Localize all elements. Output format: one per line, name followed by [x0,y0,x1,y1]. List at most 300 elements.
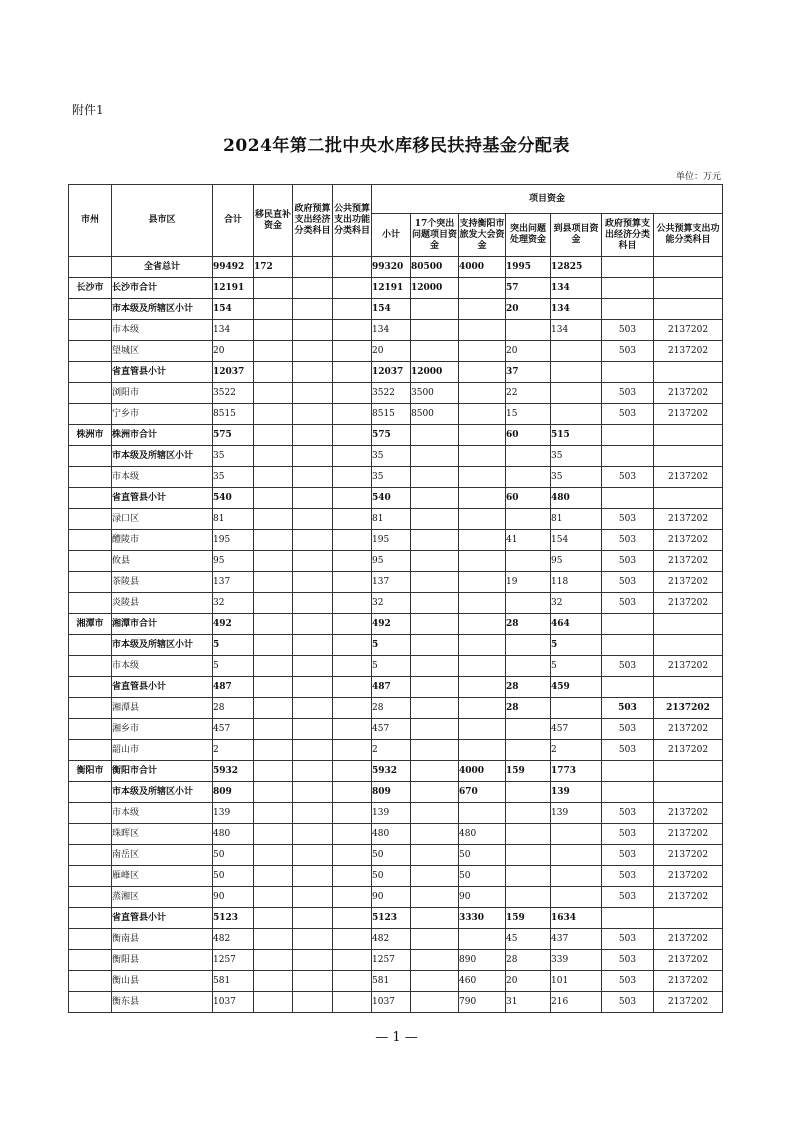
project-issue-cell [506,320,551,341]
project-county-cell [551,362,602,383]
project-subtotal-cell: 95 [372,551,411,572]
table-row [69,761,723,782]
table-row [69,971,723,992]
econ-cell [293,929,333,950]
project-issue-cell [506,866,551,887]
county-cell: 长沙市合计 [112,278,213,299]
project-econ-cell: 503 [602,320,654,341]
func-cell [333,782,372,803]
project-issue-cell: 28 [506,677,551,698]
county-cell: 炎陵县 [112,593,213,614]
table-row [69,341,723,362]
table-row [69,488,723,509]
project-county-cell: 81 [551,509,602,530]
project-17-cell [411,530,459,551]
project-subtotal-cell: 2 [372,740,411,761]
func-cell [333,887,372,908]
project-hengyang-cell: 4000 [459,257,506,278]
total-cell: 1037 [213,992,254,1013]
project-17-cell [411,425,459,446]
project-func-cell: 2137202 [654,929,723,950]
project-hengyang-cell [459,740,506,761]
project-hengyang-cell: 480 [459,824,506,845]
project-17-cell [411,992,459,1013]
econ-cell [293,404,333,425]
county-cell: 衡东县 [112,992,213,1013]
project-econ-cell: 503 [602,992,654,1013]
func-cell [333,446,372,467]
project-17-cell: 12000 [411,278,459,299]
project-county-cell [551,887,602,908]
header-p-econ: 政府预算支出经济分类科目 [602,214,654,257]
project-subtotal-cell: 195 [372,530,411,551]
project-func-cell [654,362,723,383]
unit-label: 单位：万元 [675,172,721,182]
project-func-cell: 2137202 [654,803,723,824]
total-cell: 28 [213,698,254,719]
table-row [69,383,723,404]
subsidy-cell [254,467,293,488]
project-subtotal-cell: 20 [372,341,411,362]
project-func-cell: 2137202 [654,845,723,866]
project-17-cell [411,341,459,362]
project-func-cell: 2137202 [654,551,723,572]
func-cell [333,992,372,1013]
econ-cell [293,425,333,446]
project-econ-cell: 503 [602,551,654,572]
total-cell: 575 [213,425,254,446]
county-cell: 湘潭县 [112,698,213,719]
project-subtotal-cell: 3522 [372,383,411,404]
project-subtotal-cell: 12191 [372,278,411,299]
project-county-cell: 95 [551,551,602,572]
project-func-cell [654,278,723,299]
func-cell [333,950,372,971]
city-cell [69,887,112,908]
project-17-cell [411,845,459,866]
header-p-county: 到县项目资金 [551,214,602,257]
table-row [69,866,723,887]
func-cell [333,866,372,887]
project-hengyang-cell [459,698,506,719]
county-cell: 衡阳县 [112,950,213,971]
econ-cell [293,467,333,488]
project-17-cell [411,446,459,467]
func-cell [333,341,372,362]
county-cell: 市本级 [112,467,213,488]
project-econ-cell [602,257,654,278]
city-cell [69,824,112,845]
county-cell: 茶陵县 [112,572,213,593]
project-county-cell: 134 [551,278,602,299]
table-row [69,299,723,320]
project-issue-cell: 60 [506,425,551,446]
project-issue-cell: 15 [506,404,551,425]
table-row [69,320,723,341]
project-subtotal-cell: 1037 [372,992,411,1013]
project-issue-cell [506,551,551,572]
project-issue-cell [506,467,551,488]
project-issue-cell [506,887,551,908]
project-hengyang-cell: 460 [459,971,506,992]
func-cell [333,929,372,950]
table-row [69,425,723,446]
header-subsidy: 移民直补资金 [254,185,293,257]
project-econ-cell: 503 [602,824,654,845]
project-county-cell: 1634 [551,908,602,929]
county-cell: 韶山市 [112,740,213,761]
header-total: 合计 [213,185,254,257]
total-cell: 2 [213,740,254,761]
project-econ-cell [602,425,654,446]
project-econ-cell: 503 [602,383,654,404]
project-17-cell [411,908,459,929]
econ-cell [293,908,333,929]
subsidy-cell [254,740,293,761]
econ-cell [293,614,333,635]
county-cell: 市本级 [112,803,213,824]
project-issue-cell: 20 [506,971,551,992]
project-hengyang-cell [459,614,506,635]
project-subtotal-cell: 1257 [372,950,411,971]
project-county-cell [551,383,602,404]
project-hengyang-cell [459,551,506,572]
econ-cell [293,782,333,803]
table-row [69,929,723,950]
city-cell [69,698,112,719]
project-17-cell [411,488,459,509]
subsidy-cell [254,992,293,1013]
func-cell [333,845,372,866]
project-issue-cell [506,446,551,467]
project-econ-cell: 503 [602,887,654,908]
project-county-cell: 515 [551,425,602,446]
project-hengyang-cell [459,320,506,341]
econ-cell [293,740,333,761]
project-county-cell: 134 [551,320,602,341]
county-cell: 株洲市合计 [112,425,213,446]
econ-cell [293,383,333,404]
table-row [69,992,723,1013]
project-17-cell [411,320,459,341]
project-econ-cell [602,614,654,635]
project-subtotal-cell: 154 [372,299,411,320]
header-project: 项目资金 [372,185,723,214]
project-func-cell: 2137202 [654,698,723,719]
project-func-cell: 2137202 [654,950,723,971]
total-cell: 487 [213,677,254,698]
project-hengyang-cell [459,488,506,509]
project-econ-cell: 503 [602,341,654,362]
project-county-cell: 5 [551,635,602,656]
city-cell [69,467,112,488]
project-issue-cell: 31 [506,992,551,1013]
subsidy-cell [254,488,293,509]
project-issue-cell: 60 [506,488,551,509]
project-econ-cell [602,488,654,509]
city-cell [69,929,112,950]
project-subtotal-cell: 35 [372,446,411,467]
project-subtotal-cell: 134 [372,320,411,341]
project-hengyang-cell [459,383,506,404]
project-hengyang-cell [459,803,506,824]
city-cell [69,341,112,362]
total-cell: 35 [213,467,254,488]
project-subtotal-cell: 809 [372,782,411,803]
econ-cell [293,656,333,677]
table-row [69,593,723,614]
allocation-table [68,184,723,1013]
total-cell: 1257 [213,950,254,971]
econ-cell [293,257,333,278]
project-county-cell: 459 [551,677,602,698]
func-cell [333,551,372,572]
econ-cell [293,992,333,1013]
project-17-cell: 12000 [411,362,459,383]
project-econ-cell: 503 [602,866,654,887]
project-hengyang-cell [459,299,506,320]
project-func-cell: 2137202 [654,971,723,992]
project-county-cell: 35 [551,446,602,467]
project-hengyang-cell [459,677,506,698]
project-issue-cell: 37 [506,362,551,383]
table-row [69,509,723,530]
subsidy-cell [254,593,293,614]
project-17-cell [411,824,459,845]
project-func-cell: 2137202 [654,719,723,740]
econ-cell [293,551,333,572]
total-cell: 492 [213,614,254,635]
header-city: 市州 [69,185,112,257]
project-subtotal-cell: 8515 [372,404,411,425]
header-p-hengyang: 支持衡阳市旅发大会资金 [459,214,506,257]
project-hengyang-cell: 890 [459,950,506,971]
func-cell [333,761,372,782]
project-func-cell [654,908,723,929]
subsidy-cell [254,656,293,677]
table-row [69,635,723,656]
project-hengyang-cell: 790 [459,992,506,1013]
project-hengyang-cell: 4000 [459,761,506,782]
table-row [69,719,723,740]
project-issue-cell [506,803,551,824]
table-row [69,908,723,929]
total-cell: 12191 [213,278,254,299]
project-subtotal-cell: 5123 [372,908,411,929]
project-subtotal-cell: 5 [372,656,411,677]
project-county-cell: 216 [551,992,602,1013]
project-county-cell [551,341,602,362]
project-hengyang-cell [459,446,506,467]
table-row [69,278,723,299]
city-cell [69,656,112,677]
subsidy-cell [254,551,293,572]
project-issue-cell: 1995 [506,257,551,278]
subsidy-cell [254,677,293,698]
project-econ-cell: 503 [602,656,654,677]
total-cell: 482 [213,929,254,950]
total-cell: 95 [213,551,254,572]
total-cell: 139 [213,803,254,824]
total-cell: 134 [213,320,254,341]
project-func-cell [654,635,723,656]
city-cell [69,299,112,320]
project-func-cell: 2137202 [654,824,723,845]
total-cell: 20 [213,341,254,362]
subsidy-cell [254,971,293,992]
func-cell [333,362,372,383]
project-county-cell: 32 [551,593,602,614]
econ-cell [293,845,333,866]
project-subtotal-cell: 581 [372,971,411,992]
project-func-cell [654,614,723,635]
project-17-cell [411,698,459,719]
county-cell: 南岳区 [112,845,213,866]
project-econ-cell: 503 [602,719,654,740]
econ-cell [293,320,333,341]
county-cell: 市本级及所辖区小计 [112,782,213,803]
table-row [69,950,723,971]
project-issue-cell [506,656,551,677]
header-p-17: 17个突出问题项目资金 [411,214,459,257]
project-func-cell: 2137202 [654,341,723,362]
table-row [69,887,723,908]
city-cell [69,362,112,383]
project-county-cell: 480 [551,488,602,509]
table-row [69,614,723,635]
total-cell: 35 [213,446,254,467]
project-econ-cell: 503 [602,467,654,488]
project-econ-cell: 503 [602,929,654,950]
project-issue-cell: 22 [506,383,551,404]
county-cell: 衡南县 [112,929,213,950]
project-subtotal-cell: 90 [372,887,411,908]
project-econ-cell [602,782,654,803]
econ-cell [293,509,333,530]
project-econ-cell: 503 [602,950,654,971]
func-cell [333,488,372,509]
project-county-cell: 101 [551,971,602,992]
subsidy-cell [254,614,293,635]
econ-cell [293,488,333,509]
table-row [69,782,723,803]
project-17-cell [411,803,459,824]
table-row [69,677,723,698]
project-17-cell [411,950,459,971]
subsidy-cell [254,404,293,425]
table-row [69,803,723,824]
county-cell: 珠晖区 [112,824,213,845]
project-issue-cell [506,635,551,656]
project-hengyang-cell [459,341,506,362]
project-county-cell [551,698,602,719]
project-17-cell [411,572,459,593]
total-cell: 540 [213,488,254,509]
project-econ-cell [602,278,654,299]
project-func-cell: 2137202 [654,467,723,488]
project-econ-cell [602,677,654,698]
project-func-cell [654,782,723,803]
project-hengyang-cell [459,635,506,656]
project-subtotal-cell: 137 [372,572,411,593]
func-cell [333,719,372,740]
project-econ-cell [602,761,654,782]
subsidy-cell [254,929,293,950]
project-county-cell [551,866,602,887]
project-econ-cell [602,446,654,467]
city-cell [69,383,112,404]
func-cell [333,824,372,845]
city-cell [69,950,112,971]
project-subtotal-cell: 35 [372,467,411,488]
table-row [69,257,723,278]
county-cell: 市本级及所辖区小计 [112,299,213,320]
table-row [69,824,723,845]
subsidy-cell [254,719,293,740]
county-cell: 衡山县 [112,971,213,992]
total-cell: 154 [213,299,254,320]
econ-cell [293,572,333,593]
city-cell [69,677,112,698]
project-17-cell: 80500 [411,257,459,278]
econ-cell [293,530,333,551]
project-func-cell: 2137202 [654,887,723,908]
subsidy-cell [254,824,293,845]
project-issue-cell: 57 [506,278,551,299]
city-cell [69,845,112,866]
project-func-cell: 2137202 [654,656,723,677]
econ-cell [293,446,333,467]
city-cell [69,551,112,572]
table-row [69,572,723,593]
project-county-cell: 1773 [551,761,602,782]
project-issue-cell [506,824,551,845]
project-issue-cell: 20 [506,299,551,320]
project-issue-cell [506,509,551,530]
county-cell: 市本级及所辖区小计 [112,446,213,467]
func-cell [333,467,372,488]
func-cell [333,971,372,992]
project-econ-cell: 503 [602,404,654,425]
total-cell: 8515 [213,404,254,425]
project-econ-cell [602,299,654,320]
project-issue-cell: 19 [506,572,551,593]
table-row [69,551,723,572]
project-county-cell: 437 [551,929,602,950]
func-cell [333,635,372,656]
total-cell: 32 [213,593,254,614]
project-17-cell [411,929,459,950]
project-econ-cell: 503 [602,698,654,719]
project-county-cell: 139 [551,803,602,824]
county-cell: 省直管县小计 [112,362,213,383]
econ-cell [293,950,333,971]
project-subtotal-cell: 32 [372,593,411,614]
subsidy-cell [254,782,293,803]
econ-cell [293,635,333,656]
project-func-cell [654,761,723,782]
project-17-cell [411,593,459,614]
county-cell: 湘潭市合计 [112,614,213,635]
county-cell: 市本级及所辖区小计 [112,635,213,656]
county-cell: 望城区 [112,341,213,362]
project-17-cell [411,971,459,992]
project-hengyang-cell [459,425,506,446]
econ-cell [293,866,333,887]
project-17-cell [411,614,459,635]
project-func-cell: 2137202 [654,992,723,1013]
project-hengyang-cell [459,467,506,488]
